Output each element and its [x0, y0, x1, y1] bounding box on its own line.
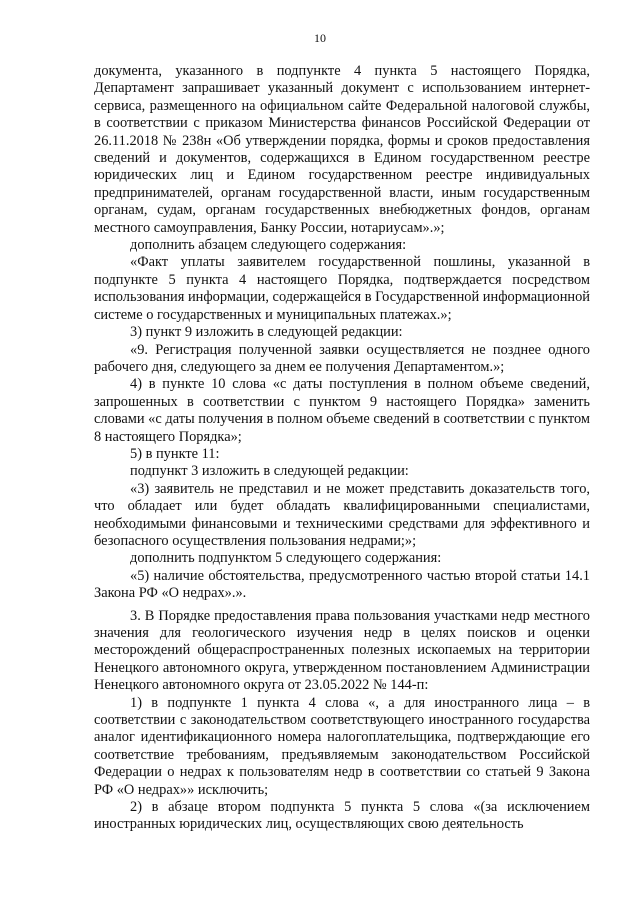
paragraph-continuation: документа, указанного в подпункте 4 пункта 5 настоящего Порядка, Департамент запрашивает указанный документ с использованием интернет-сервиса, размещенного на официальном сайте Федеральной налоговой службы, в соответствии с приказом Министерства финансов Российской Федерации от 26.11.2018 № 238н «Об утверждении порядка, формы и сроков предоставления сведений и документов, содержащихся в Едином государственном реестре юридических лиц и Едином государственном реестре индивидуальных предпринимателей, органам государственной власти, иным государственным органам, судам, органам государственных внебюджетных фондов, органам местного самоуправления, Банку России, нотариусам».»;: [94, 63, 590, 236]
paragraph-item-1: 1) в подпункте 1 пункта 4 слова «, а для иностранного лица – в соответствии с законодательством соответствующего иностранного государства аналог идентификационного номера налогоплательщика, подтверждающие его соответствие требованиям, предъявляемым законодательством Российской Федерации о недрах к пользователям недр в соответствии со статьей 9 Закона РФ «О недрах»» исключить;: [94, 694, 590, 798]
paragraph-item-5: 5) в пункте 11:: [130, 445, 220, 462]
paragraph-section-3: 3. В Порядке предоставления права пользования участками недр местного значения для геологического изучения недр в целях поисков и оценки месторождений общераспространенных полезных ископаемых на территории Ненецкого автономного округа, утвержденном постановлением Администрации Ненецкого автономного округа от 23.05.2022 № 144-п:: [94, 607, 590, 694]
paragraph-quoted-text: «Факт уплаты заявителем государственной пошлины, указанной в подпункте 5 пункта 4 настоящего Порядка, подтверждается посредством использования информации, содержащейся в Государственной информационной системе о государственных и муниципальных платежах.»;: [94, 254, 590, 323]
paragraph-item-2: 2) в абзаце втором подпункта 5 пункта 5 слова «(за исключением иностранных юридических лиц, осуществляющих свою деятельность: [94, 799, 590, 833]
paragraph-item-3: 3) пункт 9 изложить в следующей редакции:: [130, 324, 403, 341]
paragraph-amend-instruction: дополнить абзацем следующего содержания:: [130, 237, 407, 254]
paragraph-quoted-text: «5) наличие обстоятельства, предусмотренного частью второй статьи 14.1 Закона РФ «О недрах».».: [94, 567, 590, 602]
page-number: 10: [314, 31, 326, 45]
document-body: [94, 63, 590, 834]
paragraph-amend-instruction: дополнить подпунктом 5 следующего содержания:: [130, 550, 442, 567]
paragraph-quoted-text: «3) заявитель не представил и не может представить доказательств того, что обладает или будет обладать квалифицированными специалистами, необходимыми финансовыми и техническими средствами для эффективного и безопасного осуществления пользования недрами;»;: [94, 480, 590, 549]
paragraph-quoted-text: «9. Регистрация полученной заявки осуществляется не позднее одного рабочего дня, следующего за днем ее получения Департаментом.»;: [94, 341, 590, 375]
paragraph-amend-instruction: подпункт 3 изложить в следующей редакции:: [130, 463, 409, 480]
paragraph-item-4: 4) в пункте 10 слова «с даты поступления в полном объеме сведений, запрошенных в соответствии с пунктом 9 настоящего Порядка» заменить словами «с даты получения в полном объеме сведений в соответствии с пунктом 8 настоящего Порядка»;: [94, 376, 590, 445]
